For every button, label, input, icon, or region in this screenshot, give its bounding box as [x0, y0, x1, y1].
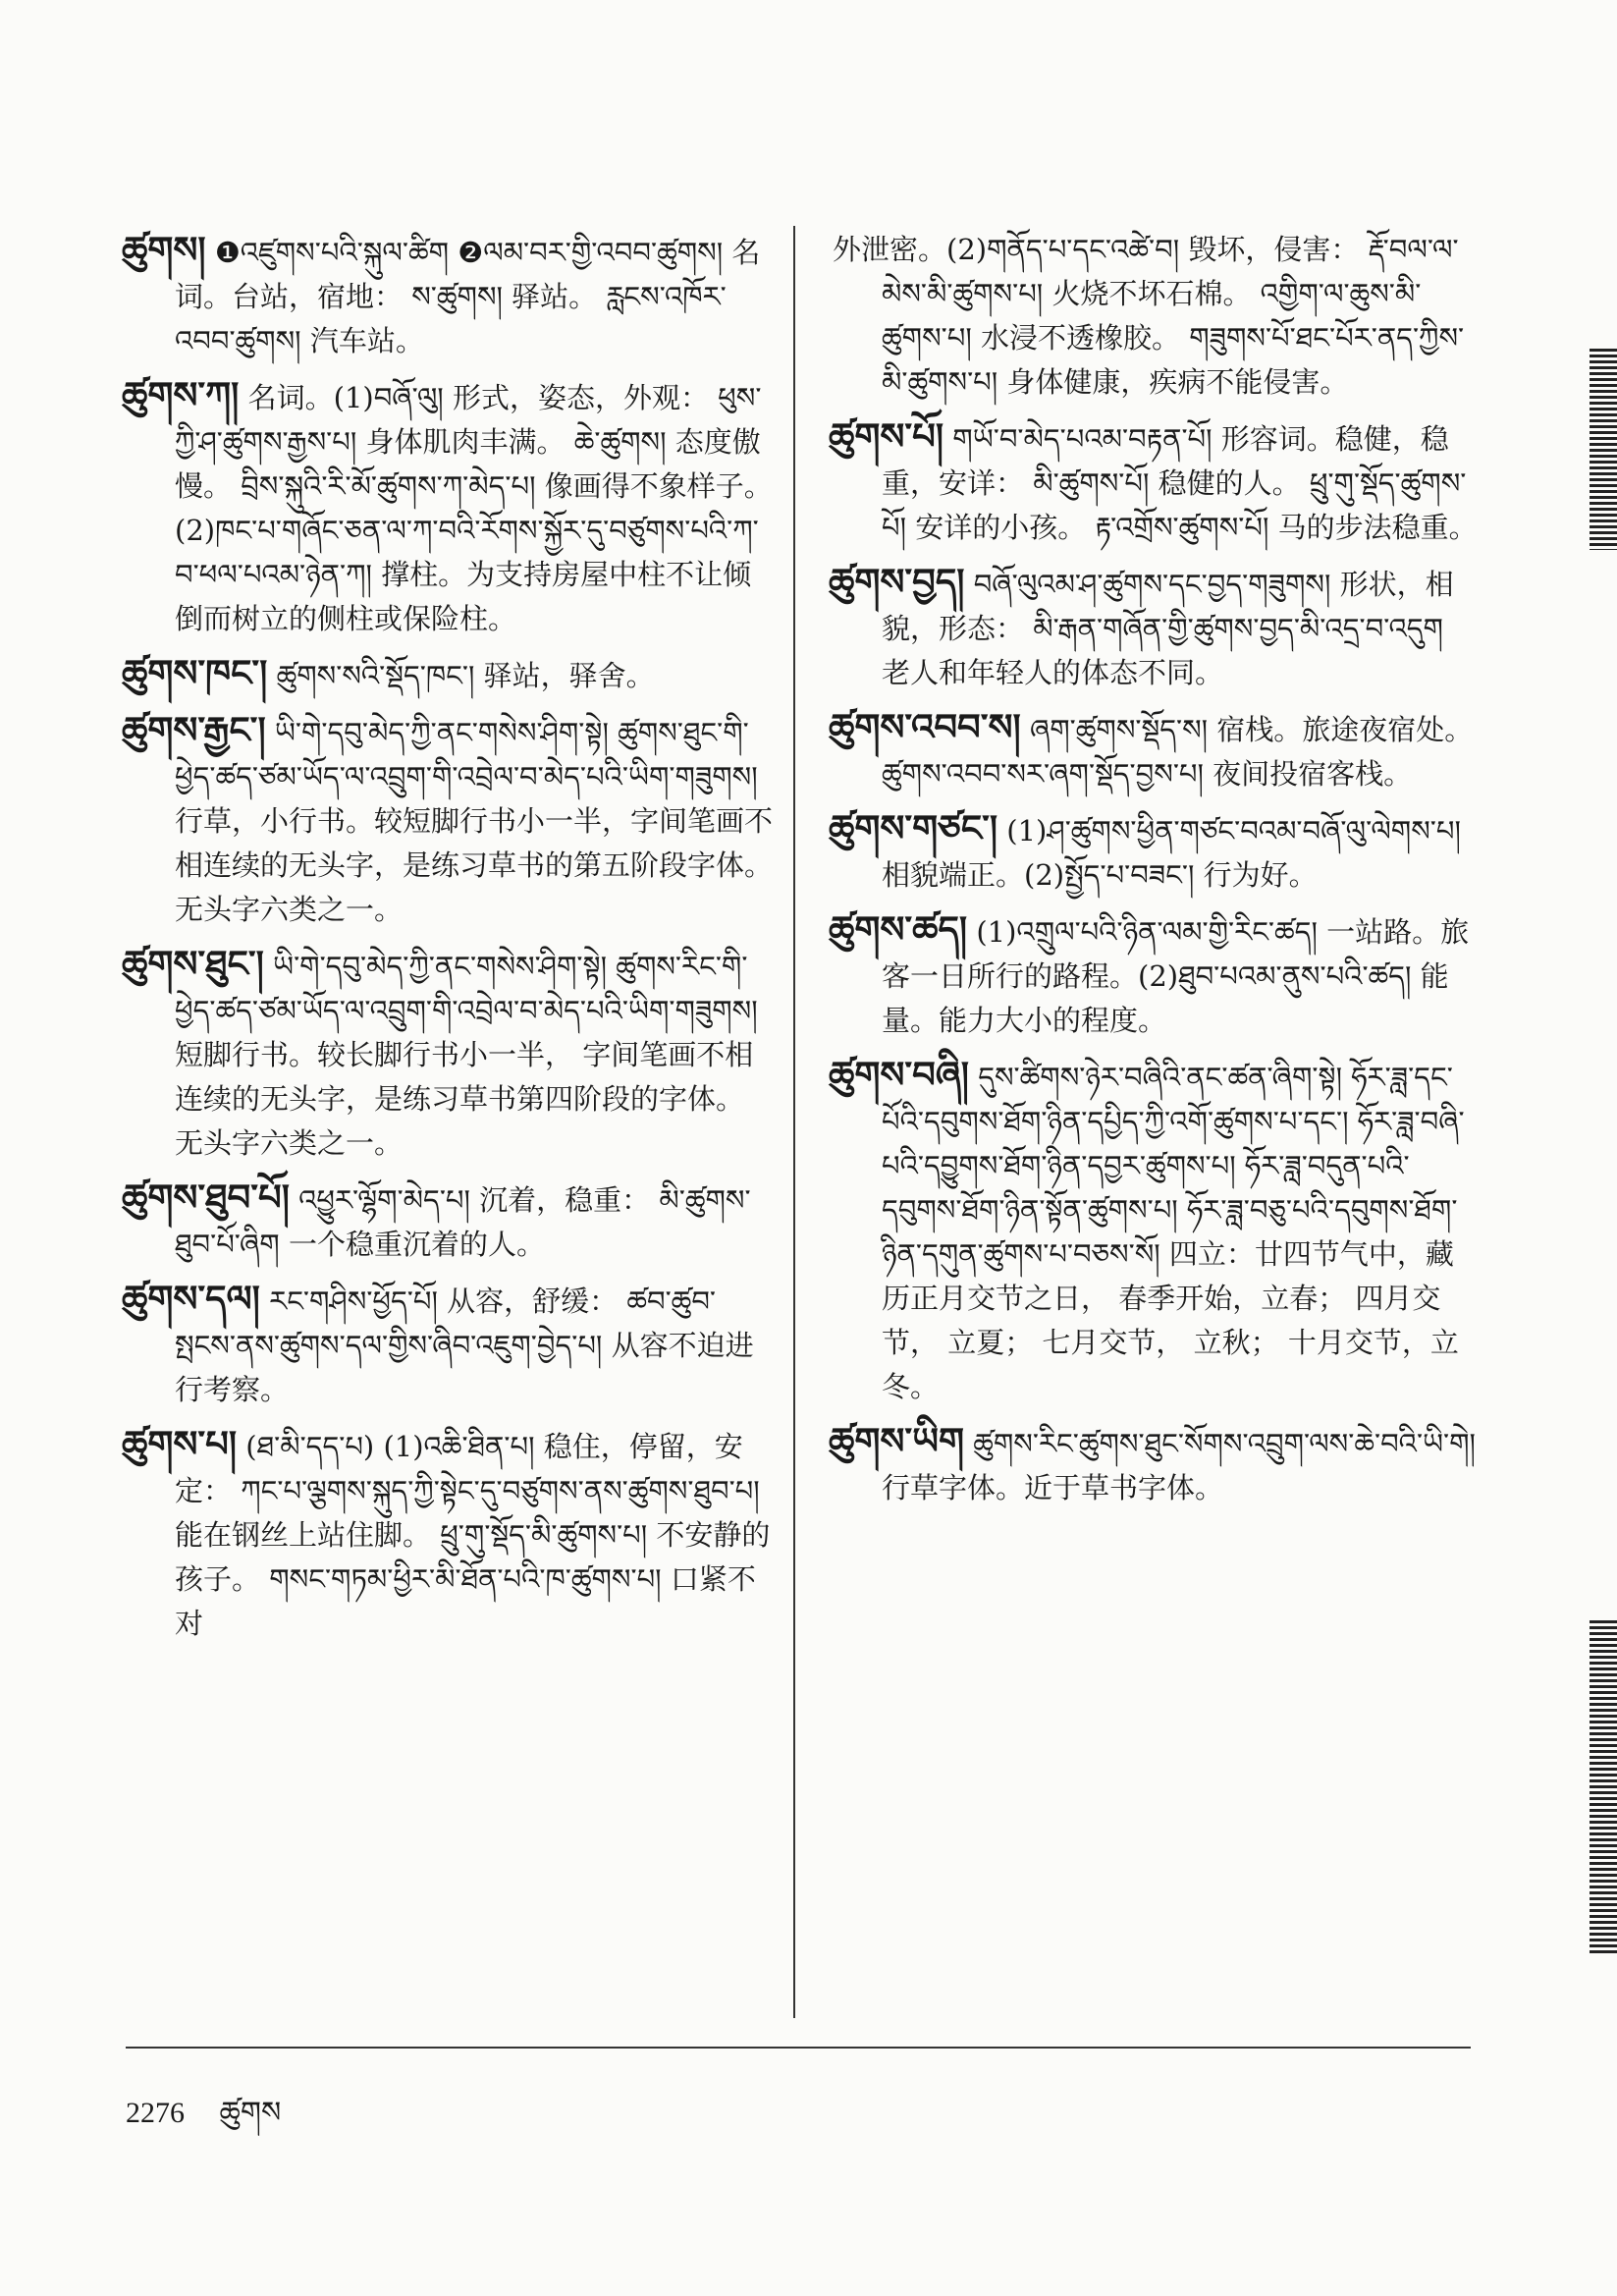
entry-headword: ཚུགས་ཁང་། — [122, 652, 268, 694]
dictionary-entry — [122, 373, 774, 641]
dictionary-entry — [122, 1277, 774, 1412]
entry-definition: ཚུགས་རིང་ཚུགས་ཐུང་སོགས་འབྲུག་ལས་ཆེ་བའི་ཡི་གེ། 行草字体。近于草书字体。 — [882, 1427, 1476, 1504]
entry-headword: ཚུགས་ཚད། — [829, 908, 968, 951]
dictionary-entry — [122, 651, 774, 698]
entry-headword: ཚུགས་བཞི། — [829, 1054, 969, 1096]
dictionary-entry — [833, 228, 1481, 405]
dictionary-entry — [829, 806, 1481, 898]
page-edge-mark — [1590, 349, 1617, 550]
entry-definition: དུས་ཚིགས་ཉེར་བཞིའི་ནང་ཚན་ཞིག་སྟེ། ཧོར་ཟླ་དང་པོའི་དབུགས་ཐོག་ཉིན་དཔྱིད་ཀྱི་འགོ་ཚུགས་པ་དང་། ཧོར་ཟླ་བཞི་པའི་དབྱུགས་ཐོག་ཉིན་དབྱར་ཚུགས་པ། ཧོར་ཟླ་བདུན་པའི་དབུགས་ཐོག་ཉིན་སྟོན་ཚུགས་པ། ཧོར་ཟླ་བཅུ་པའི་དབུགས་ཐོག་ཉིན་དགུན་ཚུགས་པ་བཅས་སོ། 四立：廿四节气中，藏历正月交节之日， 春季开始，立春； 四月交节， 立夏； 七月交节， 立秋； 十月交节，立冬。 — [882, 1061, 1465, 1403]
page-number: 2276 — [126, 2097, 185, 2129]
dictionary-entry — [122, 228, 774, 363]
entry-definition: བཞོ་ལུའམ་ཤ་ཚུགས་དང་བྱད་གཟུགས། 形状，相貌，形态： མི་རྒན་གཞོན་གྱི་ཚུགས་བྱད་མི་འདྲ་བ་འདུག 老人和年轻人的体态不同。 — [882, 568, 1454, 689]
entry-headword: ཚུགས་ཐུང་། — [122, 943, 264, 985]
entry-definition: 名词。(1)བཞོ་ལུ། 形式，姿态，外观： ཕུས་ཀྱི་ཤ་ཚུགས་རྒྱས་པ། 身体肌肉丰满。 ཆེ་ཚུགས། 态度傲慢。 བྲིས་སྐུའི་རི་མོ་ཚུགས་ཀ་མེད་པ། 像画得不象样子。(2)ཁང་པ་གཞོང་ཅན་ལ་ཀ་བའི་རོགས་སྐྱོར་དུ་བཙུགས་པའི་ཀ་བ་ཕལ་པའམ་ཉེན་ཀ། 撑柱。为支持房屋中柱不让倾倒而树立的侧柱或保险柱。 — [175, 381, 773, 635]
dictionary-entry — [122, 942, 774, 1166]
entry-definition: ❶འཛུགས་པའི་སྐུལ་ཚིག ❷ལམ་བར་གྱི་འབབ་ཚུགས། 名词。台站，宿地： ས་ཚུགས། 驿站。 རླངས་འཁོར་འབབ་ཚུགས། 汽车站。 — [175, 236, 761, 357]
dictionary-entry — [122, 1175, 774, 1267]
entry-definition: གཡོ་བ་མེད་པའམ་བརྟན་པོ། 形容词。稳健，稳重，安详： མི་ཚུགས་པོ། 稳健的人。 ཕྲུ་གུ་སྡོད་ཚུགས་པོ། 安详的小孩。 རྟ་འགྲོས་ཚུགས་པོ། 马的步法稳重。 — [882, 422, 1478, 544]
entry-headword: ཚུགས་གཙང་། — [829, 807, 998, 849]
dictionary-entry — [829, 560, 1481, 695]
dictionary-entry — [829, 1053, 1481, 1409]
entry-headword: ཚུགས། — [122, 229, 206, 271]
left-column — [122, 228, 774, 1656]
entry-headword: ཚུགས་འབབ་ས། — [829, 706, 1021, 748]
dictionary-entry — [829, 1419, 1481, 1510]
dictionary-entry — [829, 414, 1481, 550]
entry-headword: ཚུགས་བྱད། — [829, 561, 965, 603]
entry-headword: ཚུགས་རྒྱང་། — [122, 709, 266, 751]
entry-definition: (1)ཤ་ཚུགས་ཕྱིན་གཙང་བའམ་བཞོ་ལུ་ལེགས་པ། 相貌端正。(2)སྤྱོད་པ་བཟང་། 行为好。 — [882, 814, 1461, 892]
entry-definition: 外泄密。(2)གནོད་པ་དང་འཚེ་བ། 毁坏，侵害： རྡོ་བལ་ལ་མེས་མི་ཚུགས་པ། 火烧不坏石棉。 འགྱིག་ལ་ཆུས་མི་ཚུགས་པ། 水浸不透橡胶。 གཟུགས་པོ་ཐང་པོར་ནད་ཀྱིས་མི་ཚུགས་པ། 身体健康，疾病不能侵害。 — [833, 233, 1465, 399]
entry-definition: (ཐ་མི་དད་པ) (1)འཆི་ཐིན་པ། 稳住，停留，安定： ཀང་པ་ལྕགས་སྐུད་ཀྱི་སྟེང་དུ་བཙུགས་ནས་ཚུགས་ཐུབ་པ། 能在钢丝上站住脚。 ཕྲུ་གུ་སྡོད་མི་ཚུགས་པ། 不安静的孩子。 གསང་གཏམ་ཕྱིར་མི་ཐོན་པའི་ཁ་ཚུགས་པ། 口紧不对 — [175, 1430, 771, 1640]
entry-definition: རང་གཤིས་ཕྱོད་པོ། 从容，舒缓： ཚབ་ཚུབ་སྤངས་ནས་ཚུགས་དལ་གྱིས་ཞིབ་འཇུག་བྱེད་པ། 从容不迫进行考察。 — [175, 1285, 754, 1406]
entry-definition: ཚུགས་སའི་སྡོད་ཁང་། 驿站，驿舍。 — [276, 659, 655, 692]
running-head: ཚུགས — [219, 2096, 282, 2130]
entry-headword: ཚུགས་དལ། — [122, 1278, 260, 1320]
entry-definition: (1)འགྲུལ་པའི་ཉིན་ལམ་གྱི་རིང་ཚད། 一站路。旅客一日所行的路程。(2)ཐུབ་པའམ་ནུས་པའི་ཚད། 能量。能力大小的程度。 — [882, 915, 1470, 1037]
entry-headword: ཚུགས་ཀ། — [122, 374, 240, 416]
page-edge-mark — [1590, 1620, 1617, 1954]
entry-definition: ཡི་གེ་དབུ་མེད་ཀྱི་ནང་གསེས་ཤིག་སྟེ། ཚུགས་ཐུང་གི་ཕྱེད་ཚད་ཙམ་ཡོད་ལ་འབྲུག་གི་འབྲེལ་བ་མེད་པའི་ཡིག་གཟུགས། 行草，小行书。较短脚行书小一半，字间笔画不相连续的无头字，是练习草书的第五阶段字体。 无头字六类之一。 — [175, 716, 774, 926]
footer-rule — [126, 2047, 1471, 2049]
entry-headword: ཚུགས་ཡིག — [829, 1420, 965, 1462]
entry-headword: ཚུགས་པོ། — [829, 415, 944, 458]
dictionary-entry — [829, 907, 1481, 1043]
entry-definition: ཞག་ཚུགས་སྡོད་ས། 宿栈。旅途夜宿处。 ཚུགས་འབབ་སར་ཞག་སྡོད་བྱས་པ། 夜间投宿客栈。 — [882, 713, 1474, 791]
dictionary-entry — [122, 708, 774, 932]
entry-headword: ཚུགས་ཐུབ་པོ། — [122, 1176, 290, 1219]
page-footer — [126, 2080, 281, 2162]
right-column — [829, 228, 1481, 1520]
dictionary-entry — [829, 705, 1481, 796]
dictionary-entry — [122, 1422, 774, 1646]
entry-headword: ཚུགས་པ། — [122, 1423, 238, 1465]
entry-definition: ཡི་གེ་དབུ་མེད་ཀྱི་ནང་གསེས་ཤིག་སྟེ། ཚུགས་རིང་གི་ཕྱེད་ཚད་ཙམ་ཡོད་ལ་འབྲུག་གི་འབྲེལ་བ་མེད་པའི་ཡིག་གཟུགས། 短脚行书。较长脚行书小一半， 字间笔画不相连续的无头字，是练习草书第四阶段的字体。 无头字六类之一。 — [175, 950, 758, 1160]
entry-definition: འཕྱུར་ལྷོག་མེད་པ། 沉着，稳重： མི་ཚུགས་ཐུབ་པོ་ཞིག 一个稳重沉着的人。 — [175, 1183, 751, 1261]
column-divider — [793, 226, 795, 2018]
